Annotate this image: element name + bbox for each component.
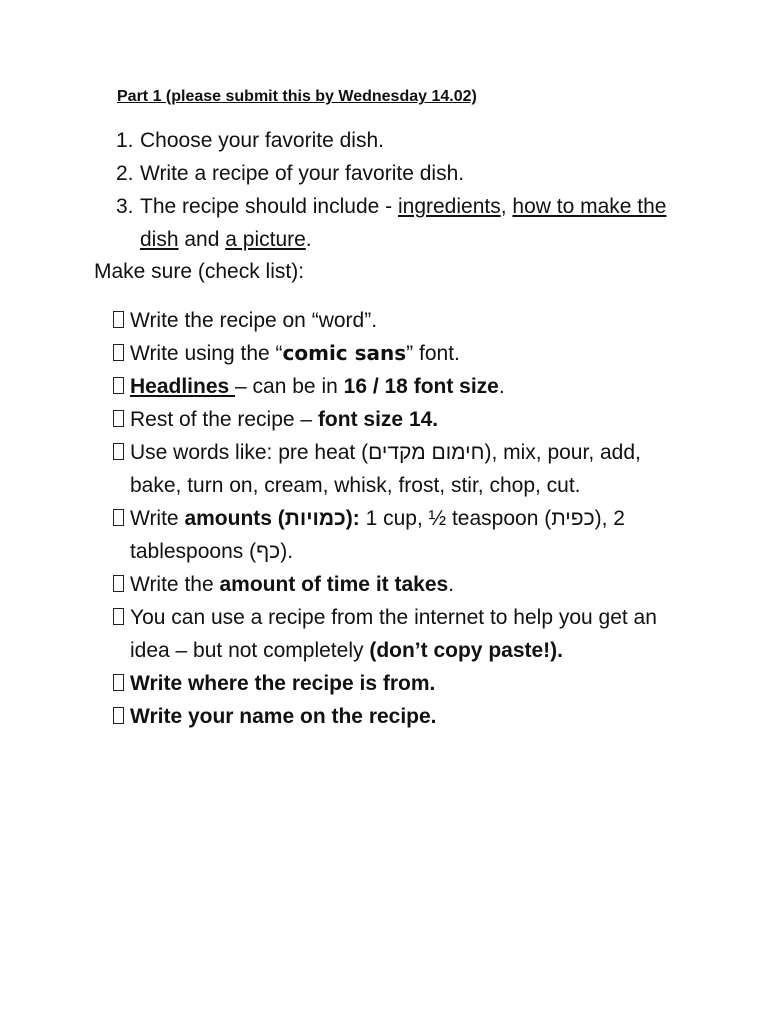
checkbox-icon bbox=[113, 443, 124, 460]
amounts-label: amounts ( bbox=[184, 507, 285, 530]
time-label: amount of time it takes bbox=[219, 573, 449, 596]
text-post: ” font. bbox=[406, 342, 460, 365]
steps-list bbox=[116, 124, 676, 256]
hebrew-term: כפית bbox=[551, 507, 595, 530]
text-pre: Use words like: pre heat ( bbox=[130, 441, 369, 464]
checkbox-icon bbox=[113, 509, 124, 526]
checkbox-icon bbox=[113, 344, 124, 361]
step-text-end: . bbox=[305, 228, 312, 251]
text-end: . bbox=[498, 375, 505, 398]
step-text: Write a recipe of your favorite dish. bbox=[140, 162, 465, 185]
checkbox-icon bbox=[113, 311, 124, 328]
font-size-label: font size 14. bbox=[317, 408, 439, 431]
how-to-underlined: how to make the dish bbox=[140, 195, 667, 251]
checklist-title: Make sure (check list): bbox=[94, 260, 305, 283]
text-pre: Rest of the recipe – bbox=[130, 408, 318, 431]
checklist-item bbox=[113, 403, 673, 436]
checkbox-icon bbox=[113, 410, 124, 427]
no-copy-label: (don’t copy paste!). bbox=[369, 639, 563, 662]
ingredients-underlined: ingredients bbox=[397, 195, 501, 218]
hebrew-term: חימום מקדים bbox=[368, 441, 485, 464]
text-mid: ), 2 tablespoons ( bbox=[130, 507, 625, 563]
checkbox-icon bbox=[113, 674, 124, 691]
checklist-item bbox=[113, 568, 673, 601]
step-item bbox=[116, 190, 676, 256]
checklist-item-text bbox=[128, 502, 673, 568]
checkbox-icon bbox=[113, 575, 124, 592]
step-item bbox=[116, 157, 676, 190]
text-end: ). bbox=[280, 540, 294, 563]
headlines-label: Headlines bbox=[130, 375, 236, 398]
step-text bbox=[140, 190, 676, 256]
text-pre: Write bbox=[130, 507, 185, 530]
checkbox-icon bbox=[113, 707, 124, 724]
checklist-item bbox=[113, 436, 673, 502]
checklist-item-text: Write your name on the recipe. bbox=[130, 705, 437, 728]
checklist-item bbox=[113, 370, 673, 403]
picture-underlined: a picture bbox=[225, 228, 306, 251]
text-pre: Write the bbox=[130, 573, 220, 596]
text-pre: You can use a recipe from the internet to help you get an idea – but not completely bbox=[130, 606, 657, 662]
hebrew-term: כמויות bbox=[284, 507, 346, 530]
step-number: 1. bbox=[116, 129, 134, 152]
font-size-label: 16 / 18 font size bbox=[343, 375, 499, 398]
checklist-item-text bbox=[128, 601, 673, 667]
checklist-item bbox=[113, 304, 673, 337]
step-number: 2. bbox=[116, 162, 134, 185]
step-text-mid: and bbox=[178, 228, 226, 251]
step-number: 3. bbox=[116, 195, 134, 218]
amounts-label-end: ): bbox=[345, 507, 360, 530]
checklist-item-text bbox=[128, 568, 673, 601]
checklist-item-text bbox=[128, 370, 673, 403]
checklist-item-text bbox=[128, 436, 673, 502]
checklist bbox=[113, 304, 673, 733]
font-name: comic sans bbox=[282, 341, 407, 365]
text-pre: Write using the “ bbox=[130, 342, 283, 365]
step-item bbox=[116, 124, 676, 157]
text-mid: 1 cup, ½ teaspoon ( bbox=[359, 507, 552, 530]
checklist-item bbox=[113, 700, 673, 733]
checklist-item bbox=[113, 502, 673, 568]
checklist-item-text bbox=[128, 337, 673, 370]
checklist-item-text bbox=[128, 403, 673, 436]
step-text-pre: The recipe should include - bbox=[140, 195, 398, 218]
text-mid: – can be in bbox=[235, 375, 344, 398]
checklist-item-text: Write where the recipe is from. bbox=[130, 672, 436, 695]
checklist-item bbox=[113, 667, 673, 700]
text-post: ), mix, pour, add, bake, turn on, cream, whisk, frost, stir, chop, cut. bbox=[130, 441, 641, 497]
step-text: Choose your favorite dish. bbox=[140, 129, 384, 152]
step-text-sep: , bbox=[500, 195, 513, 218]
checklist-item bbox=[113, 337, 673, 370]
checklist-item bbox=[113, 601, 673, 667]
part-title: Part 1 (please submit this by Wednesday 14.02) bbox=[117, 88, 477, 105]
text-end: . bbox=[448, 573, 455, 596]
checkbox-icon bbox=[113, 377, 124, 394]
checkbox-icon bbox=[113, 608, 124, 625]
checklist-item-text: Write the recipe on “word”. bbox=[130, 309, 378, 332]
hebrew-term: כף bbox=[256, 540, 281, 563]
